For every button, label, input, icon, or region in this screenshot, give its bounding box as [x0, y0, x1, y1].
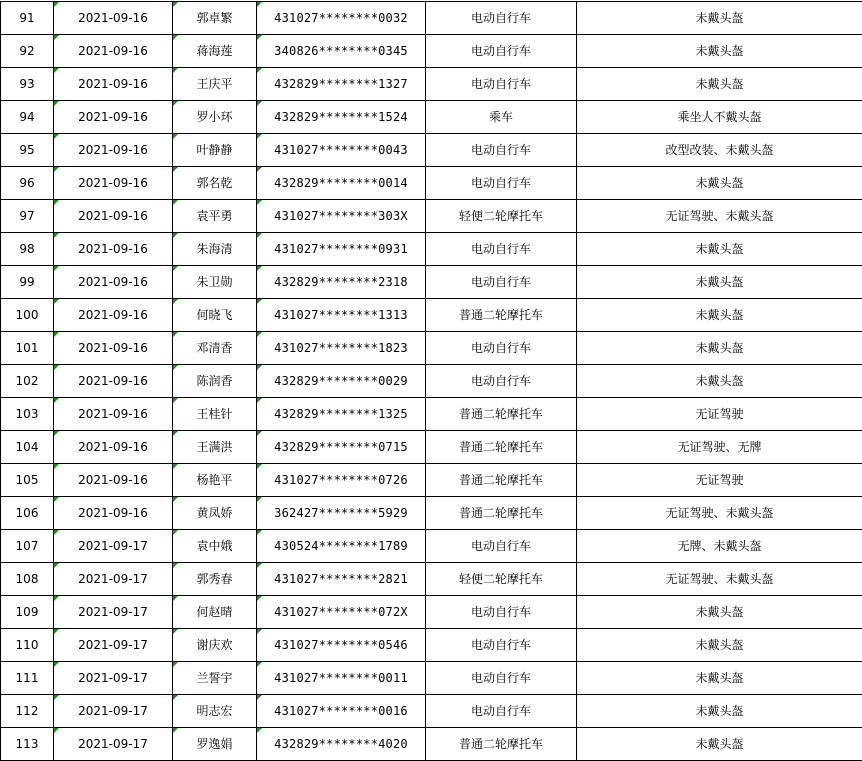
violation-cell[interactable]: 无证驾驶 [577, 398, 862, 431]
table-row [1, 167, 862, 200]
table-row [1, 365, 862, 398]
violation-cell[interactable]: 未戴头盔 [577, 728, 862, 761]
violation-cell[interactable]: 无证驾驶 [577, 464, 862, 497]
table-row [1, 101, 862, 134]
id-number-cell[interactable]: 431027********0032 [257, 2, 426, 35]
violation-cell[interactable]: 无证驾驶、未戴头盔 [577, 200, 862, 233]
table-row [1, 464, 862, 497]
id-number-cell[interactable]: 432829********0715 [257, 431, 426, 464]
date-cell[interactable]: 2021-09-17 [54, 596, 173, 629]
id-number-cell[interactable]: 432829********1325 [257, 398, 426, 431]
person-name-cell[interactable]: 王桂针 [173, 398, 257, 431]
violation-cell[interactable]: 未戴头盔 [577, 35, 862, 68]
vehicle-type-cell[interactable]: 电动自行车 [426, 629, 577, 662]
row-number-cell[interactable]: 101 [1, 332, 54, 365]
id-number-cell[interactable]: 431027********303X [257, 200, 426, 233]
row-number-cell[interactable]: 99 [1, 266, 54, 299]
row-number-cell[interactable]: 92 [1, 35, 54, 68]
person-name-cell[interactable]: 朱海清 [173, 233, 257, 266]
row-number-cell[interactable]: 106 [1, 497, 54, 530]
table-row [1, 233, 862, 266]
row-number-cell[interactable]: 102 [1, 365, 54, 398]
row-number-cell[interactable]: 111 [1, 662, 54, 695]
row-number-cell[interactable]: 97 [1, 200, 54, 233]
violation-cell[interactable]: 乘坐人不戴头盔 [577, 101, 862, 134]
row-number-cell[interactable]: 98 [1, 233, 54, 266]
id-number-cell[interactable]: 432829********0014 [257, 167, 426, 200]
vehicle-type-cell[interactable]: 普通二轮摩托车 [426, 464, 577, 497]
table-row [1, 662, 862, 695]
table-row [1, 563, 862, 596]
vehicle-type-cell[interactable]: 电动自行车 [426, 530, 577, 563]
id-number-cell[interactable]: 431027********0043 [257, 134, 426, 167]
vehicle-type-cell[interactable]: 普通二轮摩托车 [426, 431, 577, 464]
vehicle-type-cell[interactable]: 电动自行车 [426, 695, 577, 728]
violation-cell[interactable]: 未戴头盔 [577, 596, 862, 629]
table-row [1, 629, 862, 662]
id-number-cell[interactable]: 431027********0546 [257, 629, 426, 662]
vehicle-type-cell[interactable]: 普通二轮摩托车 [426, 497, 577, 530]
table-row [1, 497, 862, 530]
vehicle-type-cell[interactable]: 普通二轮摩托车 [426, 398, 577, 431]
violation-cell[interactable]: 无证驾驶、无牌 [577, 431, 862, 464]
date-cell[interactable]: 2021-09-16 [54, 431, 173, 464]
violation-cell[interactable]: 无牌、未戴头盔 [577, 530, 862, 563]
id-number-cell[interactable]: 340826********0345 [257, 35, 426, 68]
person-name-cell[interactable]: 陈润香 [173, 365, 257, 398]
vehicle-type-cell[interactable]: 电动自行车 [426, 134, 577, 167]
date-cell[interactable]: 2021-09-16 [54, 2, 173, 35]
table-row [1, 200, 862, 233]
person-name-cell[interactable]: 兰誓宇 [173, 662, 257, 695]
person-name-cell[interactable]: 郭卓繁 [173, 2, 257, 35]
id-number-cell[interactable]: 431027********0016 [257, 695, 426, 728]
table-row [1, 431, 862, 464]
violation-cell[interactable]: 改型改装、未戴头盔 [577, 134, 862, 167]
date-cell[interactable]: 2021-09-16 [54, 464, 173, 497]
table-row [1, 68, 862, 101]
person-name-cell[interactable]: 郭秀春 [173, 563, 257, 596]
date-cell[interactable]: 2021-09-16 [54, 233, 173, 266]
violation-cell[interactable]: 未戴头盔 [577, 365, 862, 398]
id-number-cell[interactable]: 432829********4020 [257, 728, 426, 761]
row-number-cell[interactable]: 95 [1, 134, 54, 167]
violation-cell[interactable]: 未戴头盔 [577, 662, 862, 695]
person-name-cell[interactable]: 何晓飞 [173, 299, 257, 332]
date-cell[interactable]: 2021-09-16 [54, 398, 173, 431]
table-row [1, 2, 862, 35]
vehicle-type-cell[interactable]: 电动自行车 [426, 35, 577, 68]
id-number-cell[interactable]: 431027********0726 [257, 464, 426, 497]
person-name-cell[interactable]: 叶静静 [173, 134, 257, 167]
table-row [1, 398, 862, 431]
date-cell[interactable]: 2021-09-16 [54, 365, 173, 398]
violation-cell[interactable]: 无证驾驶、未戴头盔 [577, 563, 862, 596]
row-number-cell[interactable]: 93 [1, 68, 54, 101]
vehicle-type-cell[interactable]: 普通二轮摩托车 [426, 299, 577, 332]
date-cell[interactable]: 2021-09-16 [54, 200, 173, 233]
row-number-cell[interactable]: 110 [1, 629, 54, 662]
vehicle-type-cell[interactable]: 电动自行车 [426, 167, 577, 200]
id-number-cell[interactable]: 431027********1823 [257, 332, 426, 365]
vehicle-type-cell[interactable]: 电动自行车 [426, 662, 577, 695]
row-number-cell[interactable]: 91 [1, 2, 54, 35]
id-number-cell[interactable]: 362427********5929 [257, 497, 426, 530]
date-cell[interactable]: 2021-09-17 [54, 530, 173, 563]
table-row [1, 266, 862, 299]
violation-cell[interactable]: 未戴头盔 [577, 2, 862, 35]
table-row [1, 596, 862, 629]
table-row [1, 728, 862, 761]
person-name-cell[interactable]: 罗小环 [173, 101, 257, 134]
id-number-cell[interactable]: 432829********2318 [257, 266, 426, 299]
vehicle-type-cell[interactable]: 轻便二轮摩托车 [426, 563, 577, 596]
person-name-cell[interactable]: 王满洪 [173, 431, 257, 464]
violation-cell[interactable]: 未戴头盔 [577, 695, 862, 728]
row-number-cell[interactable]: 105 [1, 464, 54, 497]
table-row [1, 35, 862, 68]
table-row [1, 695, 862, 728]
date-cell[interactable]: 2021-09-17 [54, 563, 173, 596]
row-number-cell[interactable]: 113 [1, 728, 54, 761]
date-cell[interactable]: 2021-09-16 [54, 68, 173, 101]
row-number-cell[interactable]: 112 [1, 695, 54, 728]
id-number-cell[interactable]: 432829********1524 [257, 101, 426, 134]
violation-cell[interactable]: 未戴头盔 [577, 299, 862, 332]
violation-cell[interactable]: 未戴头盔 [577, 266, 862, 299]
table-row [1, 332, 862, 365]
id-number-cell[interactable]: 431027********2821 [257, 563, 426, 596]
table-row [1, 134, 862, 167]
person-name-cell[interactable]: 袁中娥 [173, 530, 257, 563]
vehicle-type-cell[interactable]: 普通二轮摩托车 [426, 728, 577, 761]
date-cell[interactable]: 2021-09-16 [54, 332, 173, 365]
row-number-cell[interactable]: 109 [1, 596, 54, 629]
row-number-cell[interactable]: 94 [1, 101, 54, 134]
vehicle-type-cell[interactable]: 电动自行车 [426, 68, 577, 101]
row-number-cell[interactable]: 100 [1, 299, 54, 332]
violation-cell[interactable]: 未戴头盔 [577, 167, 862, 200]
id-number-cell[interactable]: 430524********1789 [257, 530, 426, 563]
date-cell[interactable]: 2021-09-16 [54, 497, 173, 530]
violation-records-table [0, 1, 862, 761]
vehicle-type-cell[interactable]: 电动自行车 [426, 266, 577, 299]
date-cell[interactable]: 2021-09-16 [54, 35, 173, 68]
row-number-cell[interactable]: 108 [1, 563, 54, 596]
row-number-cell[interactable]: 96 [1, 167, 54, 200]
row-number-cell[interactable]: 104 [1, 431, 54, 464]
person-name-cell[interactable]: 王庆平 [173, 68, 257, 101]
date-cell[interactable]: 2021-09-16 [54, 101, 173, 134]
person-name-cell[interactable]: 蒋海莲 [173, 35, 257, 68]
id-number-cell[interactable]: 432829********0029 [257, 365, 426, 398]
date-cell[interactable]: 2021-09-16 [54, 167, 173, 200]
person-name-cell[interactable]: 朱卫勋 [173, 266, 257, 299]
date-cell[interactable]: 2021-09-16 [54, 134, 173, 167]
vehicle-type-cell[interactable]: 轻便二轮摩托车 [426, 200, 577, 233]
violation-cell[interactable]: 未戴头盔 [577, 629, 862, 662]
person-name-cell[interactable]: 明志宏 [173, 695, 257, 728]
date-cell[interactable]: 2021-09-17 [54, 695, 173, 728]
date-cell[interactable]: 2021-09-16 [54, 266, 173, 299]
id-number-cell[interactable]: 431027********0931 [257, 233, 426, 266]
vehicle-type-cell[interactable]: 电动自行车 [426, 596, 577, 629]
date-cell[interactable]: 2021-09-17 [54, 662, 173, 695]
table-row [1, 299, 862, 332]
date-cell[interactable]: 2021-09-17 [54, 728, 173, 761]
vehicle-type-cell[interactable]: 电动自行车 [426, 332, 577, 365]
id-number-cell[interactable]: 431027********1313 [257, 299, 426, 332]
id-number-cell[interactable]: 431027********072X [257, 596, 426, 629]
violation-cell[interactable]: 无证驾驶、未戴头盔 [577, 497, 862, 530]
violation-cell[interactable]: 未戴头盔 [577, 332, 862, 365]
person-name-cell[interactable]: 黄凤娇 [173, 497, 257, 530]
id-number-cell[interactable]: 432829********1327 [257, 68, 426, 101]
id-number-cell[interactable]: 431027********0011 [257, 662, 426, 695]
person-name-cell[interactable]: 郭名乾 [173, 167, 257, 200]
person-name-cell[interactable]: 何赵晴 [173, 596, 257, 629]
table-row [1, 530, 862, 563]
violation-cell[interactable]: 未戴头盔 [577, 68, 862, 101]
vehicle-type-cell[interactable]: 电动自行车 [426, 233, 577, 266]
table-body [1, 2, 862, 761]
person-name-cell[interactable]: 邓清香 [173, 332, 257, 365]
person-name-cell[interactable]: 谢庆欢 [173, 629, 257, 662]
vehicle-type-cell[interactable]: 乘车 [426, 101, 577, 134]
person-name-cell[interactable]: 杨艳平 [173, 464, 257, 497]
vehicle-type-cell[interactable]: 电动自行车 [426, 365, 577, 398]
date-cell[interactable]: 2021-09-16 [54, 299, 173, 332]
violation-cell[interactable]: 未戴头盔 [577, 233, 862, 266]
vehicle-type-cell[interactable]: 电动自行车 [426, 2, 577, 35]
person-name-cell[interactable]: 罗逸娟 [173, 728, 257, 761]
row-number-cell[interactable]: 107 [1, 530, 54, 563]
row-number-cell[interactable]: 103 [1, 398, 54, 431]
date-cell[interactable]: 2021-09-17 [54, 629, 173, 662]
person-name-cell[interactable]: 袁平勇 [173, 200, 257, 233]
